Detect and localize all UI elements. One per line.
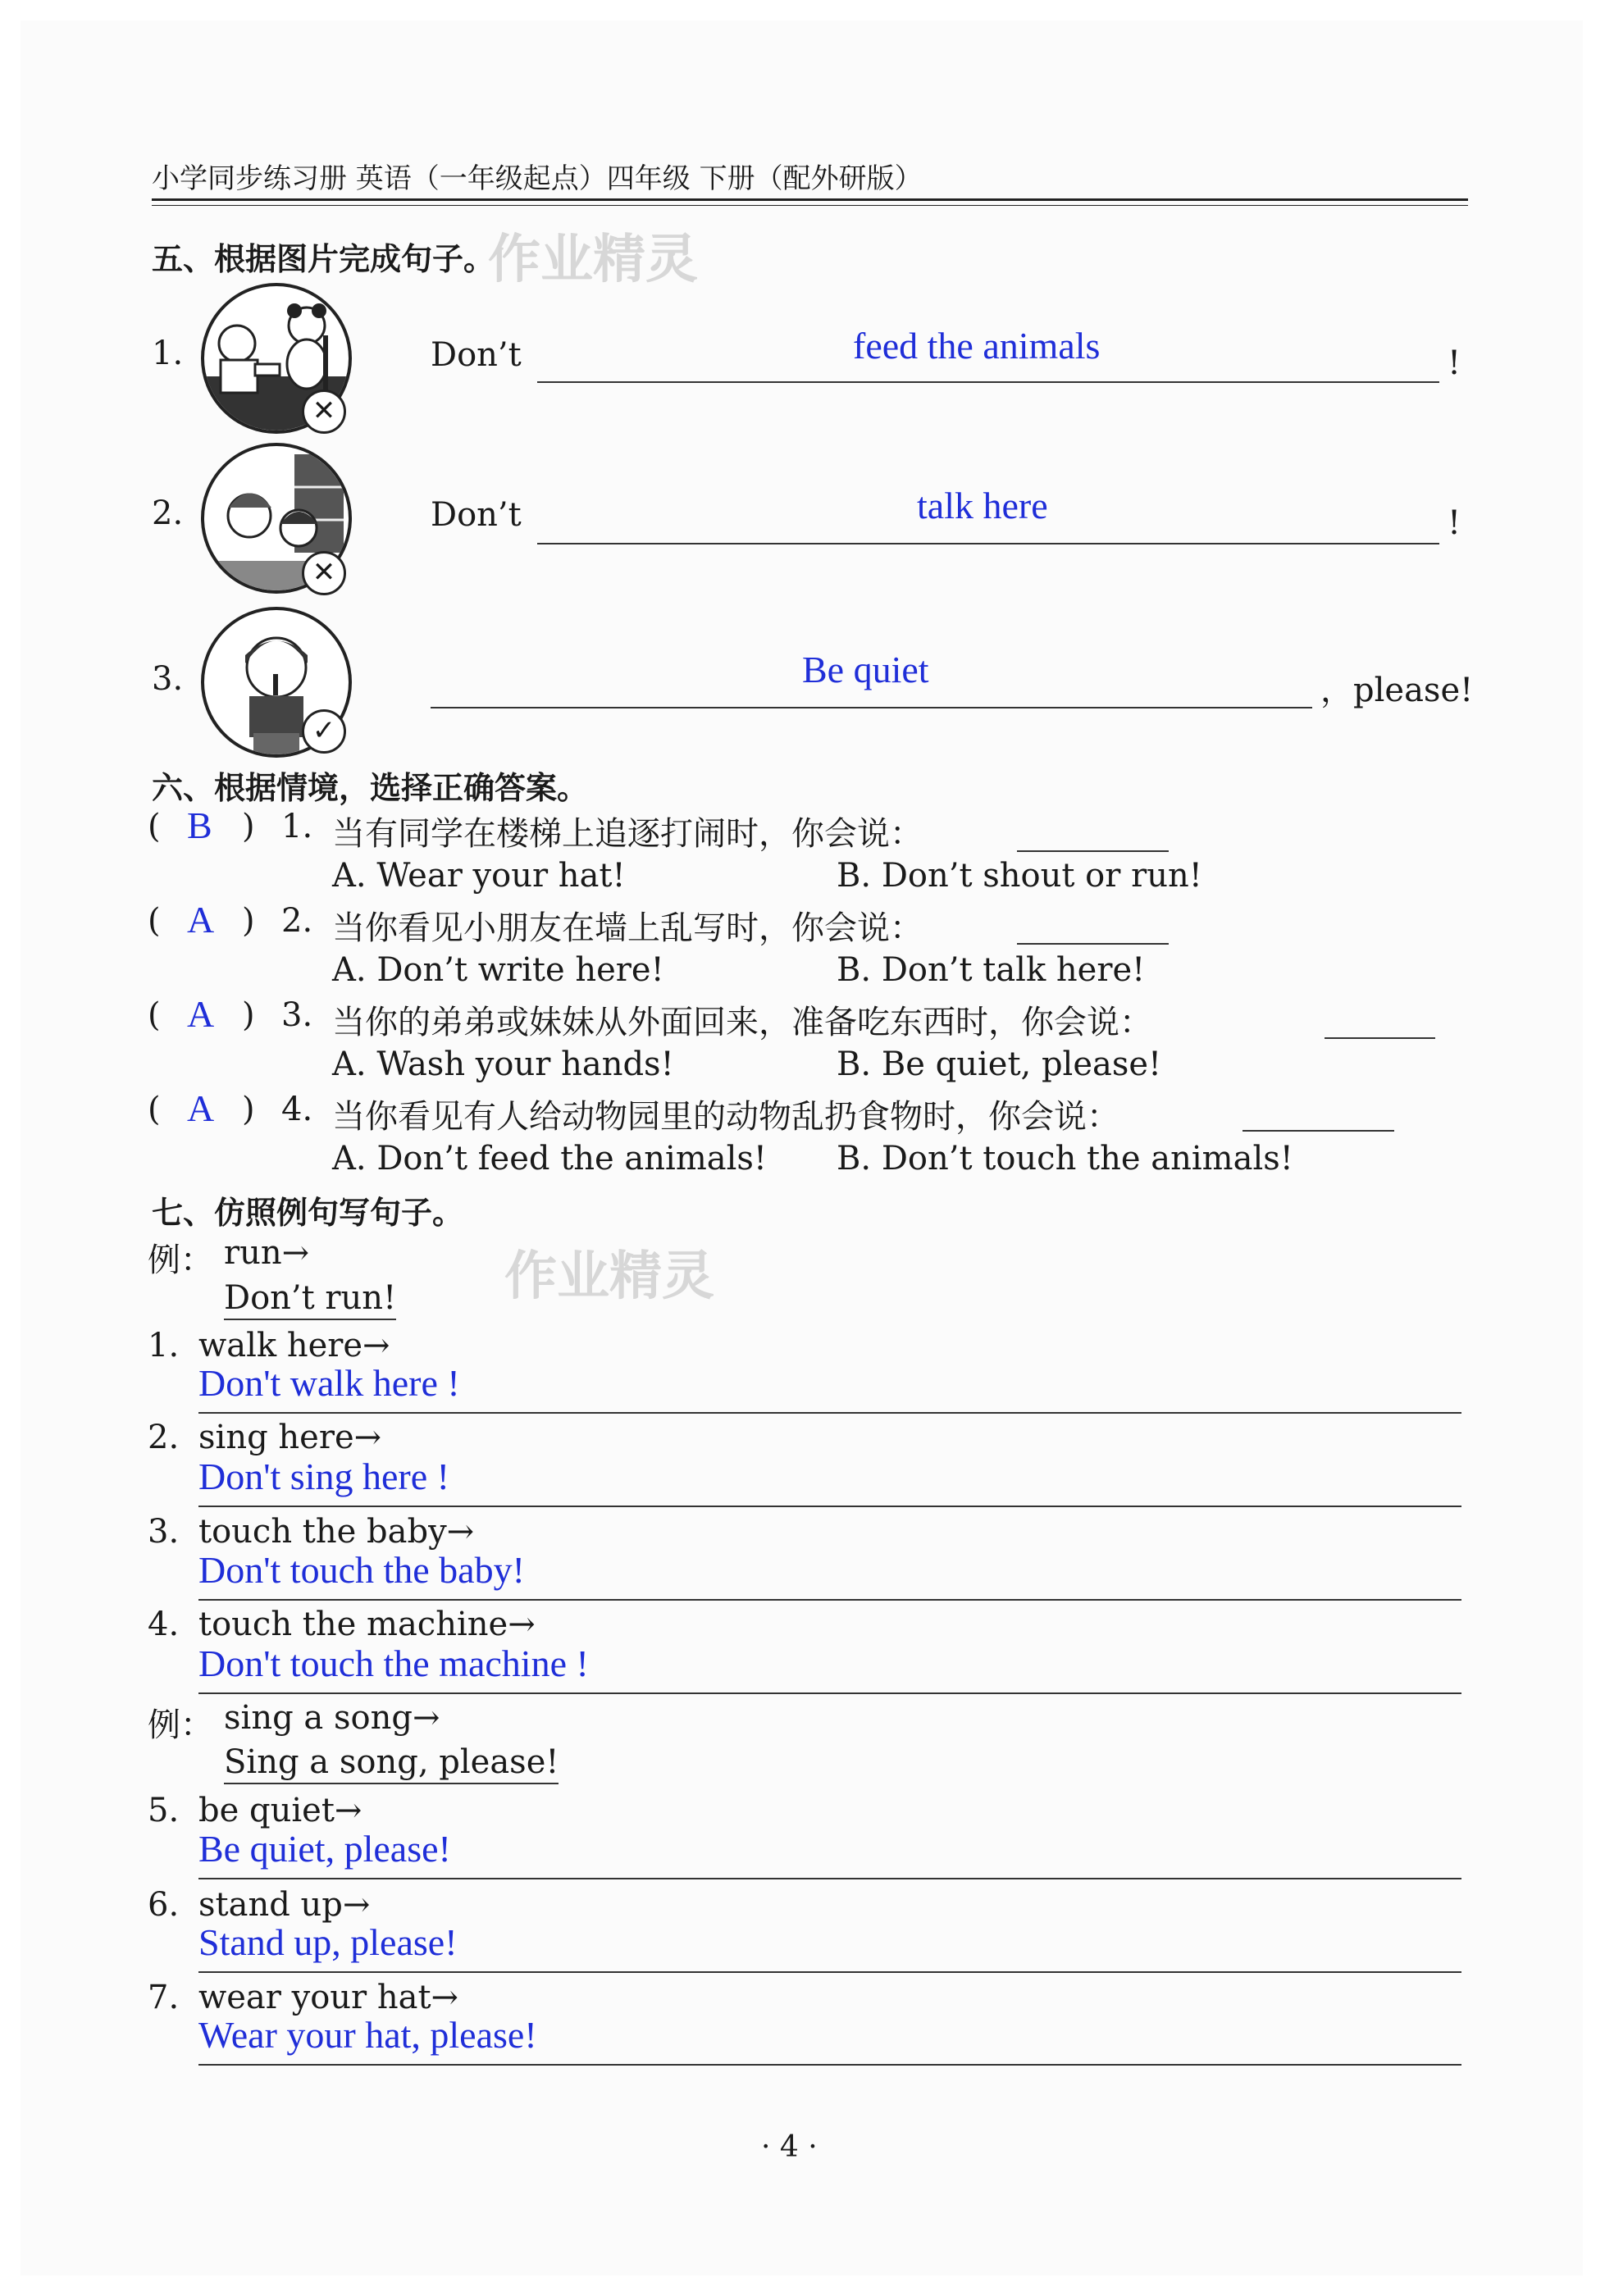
section-6-title: 六、根据情境，选择正确答案。 [152,770,589,806]
s5-item-number: 1. [152,335,184,372]
example-prompt: run→ [224,1234,310,1272]
answer-paren-open: ( [148,808,161,845]
s7-item-number: 4. [148,1606,180,1643]
s7-item-number: 5. [148,1792,180,1829]
option-b: B. Don’t talk here! [837,951,1146,989]
option-a: A. Don’t write here! [332,951,664,989]
question-text: 当有同学在楼梯上追逐打闹时，你会说： [332,815,923,853]
answer-blank [1243,1130,1394,1132]
s7-answer-line [198,1412,1461,1414]
s7-item-answer: Don't walk here ! [198,1362,460,1404]
question-number: 1. [281,808,313,845]
s5-suffix: ! [1448,344,1461,382]
s5-suffix: ! [1448,504,1461,542]
example-answer: Sing a song, please! [224,1743,559,1784]
answer-paren-open: ( [148,996,161,1034]
watermark: 作业精灵 [504,1246,714,1307]
s7-item-number: 3. [148,1513,180,1551]
example-prompt: sing a song→ [224,1699,440,1737]
s7-item-number: 2. [148,1419,180,1456]
s7-answer-line [198,2064,1461,2066]
s5-item-number: 2. [152,494,184,532]
question-number: 2. [281,902,313,940]
s5-prefix: Don’t [431,336,522,374]
s7-item-number: 7. [148,1979,180,2016]
question-text: 当你看见小朋友在墙上乱写时，你会说： [332,909,923,947]
answer-paren-close: ) [242,996,255,1034]
s7-item-prompt: touch the machine→ [198,1606,536,1643]
choice-answer: A [187,1087,215,1129]
option-a: A. Don’t feed the animals! [332,1140,767,1178]
s7-item-answer: Don't touch the machine ! [198,1642,589,1684]
answer-paren-open: ( [148,1091,161,1128]
s5-answer: feed the animals [853,325,1101,367]
page-number: · 4 · [761,2130,818,2164]
page-header-title: 小学同步练习册 英语（一年级起点）四年级 下册（配外研版） [152,162,923,195]
s7-item-number: 6. [148,1886,180,1924]
s7-item-prompt: touch the baby→ [198,1513,475,1551]
s7-item-prompt: stand up→ [198,1886,371,1924]
s7-item-prompt: be quiet→ [198,1792,362,1829]
answer-blank [1017,850,1169,852]
s7-item-answer: Be quiet, please! [198,1828,451,1870]
s7-answer-line [198,1692,1461,1694]
s5-answer-line [537,543,1439,544]
choice-answer: A [187,993,215,1035]
section-5-title: 五、根据图片完成句子。 [152,241,495,277]
s7-item-answer: Don't sing here ! [198,1456,449,1497]
question-text: 当你看见有人给动物园里的动物乱扔食物时，你会说： [332,1098,1119,1136]
section-7-title: 七、仿照例句写句子。 [152,1195,464,1231]
option-b: B. Be quiet, please! [837,1046,1162,1083]
allowed-check-icon: ✓ [302,709,346,754]
example-answer: Don’t run! [224,1279,396,1320]
s7-item-prompt: sing here→ [198,1419,382,1456]
choice-answer: B [187,804,212,846]
answer-paren-close: ) [242,1091,255,1128]
choice-answer: A [187,899,215,941]
s7-item-prompt: walk here→ [198,1327,390,1364]
option-a: A. Wash your hands! [332,1046,674,1083]
s5-answer: Be quiet [802,649,929,690]
option-a: A. Wear your hat! [332,857,626,895]
s5-answer-line [431,707,1312,708]
s5-answer-line [537,381,1439,383]
s7-item-answer: Wear your hat, please! [198,2014,537,2056]
s7-answer-line [198,1878,1461,1879]
s5-item-number: 3. [152,660,184,698]
question-number: 4. [281,1091,313,1128]
question-number: 3. [281,996,313,1034]
option-b: B. Don’t shout or run! [837,857,1202,895]
s7-answer-line [198,1971,1461,1973]
s5-suffix: ，please! [1320,672,1474,709]
s5-prefix: Don’t [431,496,522,534]
example-label: 例： [148,1706,213,1744]
s7-item-answer: Stand up, please! [198,1921,458,1963]
s7-item-prompt: wear your hat→ [198,1979,459,2016]
s5-answer: talk here [917,485,1048,526]
header-rule-thin [152,205,1468,206]
answer-blank [1017,943,1169,945]
s7-item-answer: Don't touch the baby! [198,1549,525,1591]
question-text: 当你的弟弟或妹妹从外面回来，准备吃东西时，你会说： [332,1004,1152,1041]
s7-answer-line [198,1506,1461,1507]
example-label: 例： [148,1241,213,1279]
header-rule-thick [152,198,1468,201]
forbidden-x-icon: ✕ [302,390,346,434]
s7-answer-line [198,1599,1461,1601]
answer-blank [1325,1037,1435,1039]
s7-item-number: 1. [148,1327,180,1364]
answer-paren-close: ) [242,808,255,845]
watermark: 作业精灵 [488,230,698,290]
option-b: B. Don’t touch the animals! [837,1140,1293,1178]
forbidden-x-icon: ✕ [302,551,346,595]
answer-paren-open: ( [148,902,161,940]
answer-paren-close: ) [242,902,255,940]
